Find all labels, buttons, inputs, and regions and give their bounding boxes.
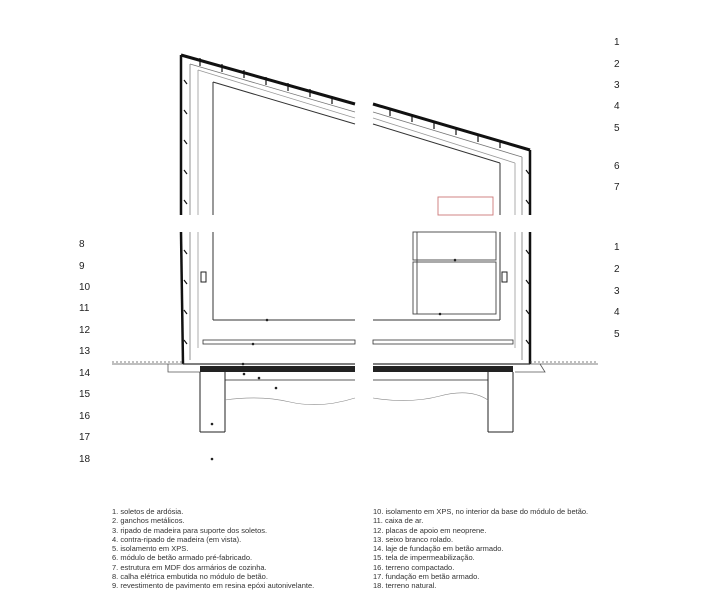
callout-number: 16: [79, 411, 91, 422]
callout-number: 7: [614, 182, 620, 193]
callout-number: 13: [79, 346, 91, 357]
legend-item: 12. placas de apoio em neoprene.: [373, 525, 487, 535]
legend-item: 4. contra-ripado de madeira (em vista).: [112, 534, 242, 544]
floor-slab: [183, 340, 530, 364]
callout-number: 5: [614, 123, 620, 134]
callout-number: 14: [79, 368, 91, 379]
legend-left: [112, 507, 314, 591]
callout-number: 4: [614, 101, 620, 112]
callout-number: 11: [79, 303, 90, 314]
right-shell: [373, 104, 530, 364]
legend-item: 14. laje de fundação em betão armado.: [373, 544, 504, 554]
legend-item: 16. terreno compactado.: [373, 562, 455, 572]
slate-tiles: [184, 58, 529, 344]
callout-number: 8: [79, 239, 85, 250]
legend-item: 5. isolamento em XPS.: [112, 544, 189, 554]
legend-item: 3. ripado de madeira para suporte dos soletos.: [112, 525, 268, 535]
legend-right: [373, 507, 588, 591]
callout-number: 1: [614, 242, 620, 253]
legend-item: 6. módulo de betão armado pré-fabricado.: [112, 553, 253, 563]
callout-number: 3: [614, 286, 620, 297]
callout-number: 9: [79, 261, 85, 272]
leader-dots: [211, 259, 457, 461]
callout-number: 6: [614, 161, 620, 172]
foundation: [200, 366, 513, 432]
callout-number: 4: [614, 307, 620, 318]
callout-number: 2: [614, 59, 620, 70]
sockets: [201, 272, 507, 282]
callout-number: 1: [614, 37, 620, 48]
legend-item: 10. isolamento em XPS, no interior da base do módulo de betão.: [373, 507, 589, 516]
legend-item: 1. soletos de ardósia.: [112, 507, 184, 516]
legend-item: 2. ganchos metálicos.: [112, 516, 185, 526]
kitchen-cabinets: [413, 197, 496, 314]
callout-number: 15: [79, 389, 91, 400]
legend-item: 11. caixa de ar.: [373, 516, 424, 526]
legend-item: 8. calha elétrica embutida no módulo de betão.: [112, 572, 268, 582]
callout-number: 17: [79, 432, 91, 443]
callout-number: 5: [614, 329, 620, 340]
legend-item: 9. revestimento de pavimento em resina epóxi autonivelante.: [112, 581, 315, 591]
callout-number: 3: [614, 80, 620, 91]
legend-item: 15. tela de impermeabilização.: [373, 553, 475, 563]
callout-number: 12: [79, 325, 91, 336]
legend-item: 7. estrutura em MDF dos armários de cozinha.: [112, 562, 267, 572]
callout-number: 2: [614, 264, 620, 275]
left-shell: [181, 55, 355, 364]
callout-number: 10: [79, 282, 91, 293]
legend-item: 17. fundação em betão armado.: [373, 572, 480, 582]
legend-item: 13. seixo branco rolado.: [373, 534, 454, 544]
legend-item: 18. terreno natural.: [373, 581, 437, 591]
callout-number: 18: [79, 454, 91, 465]
